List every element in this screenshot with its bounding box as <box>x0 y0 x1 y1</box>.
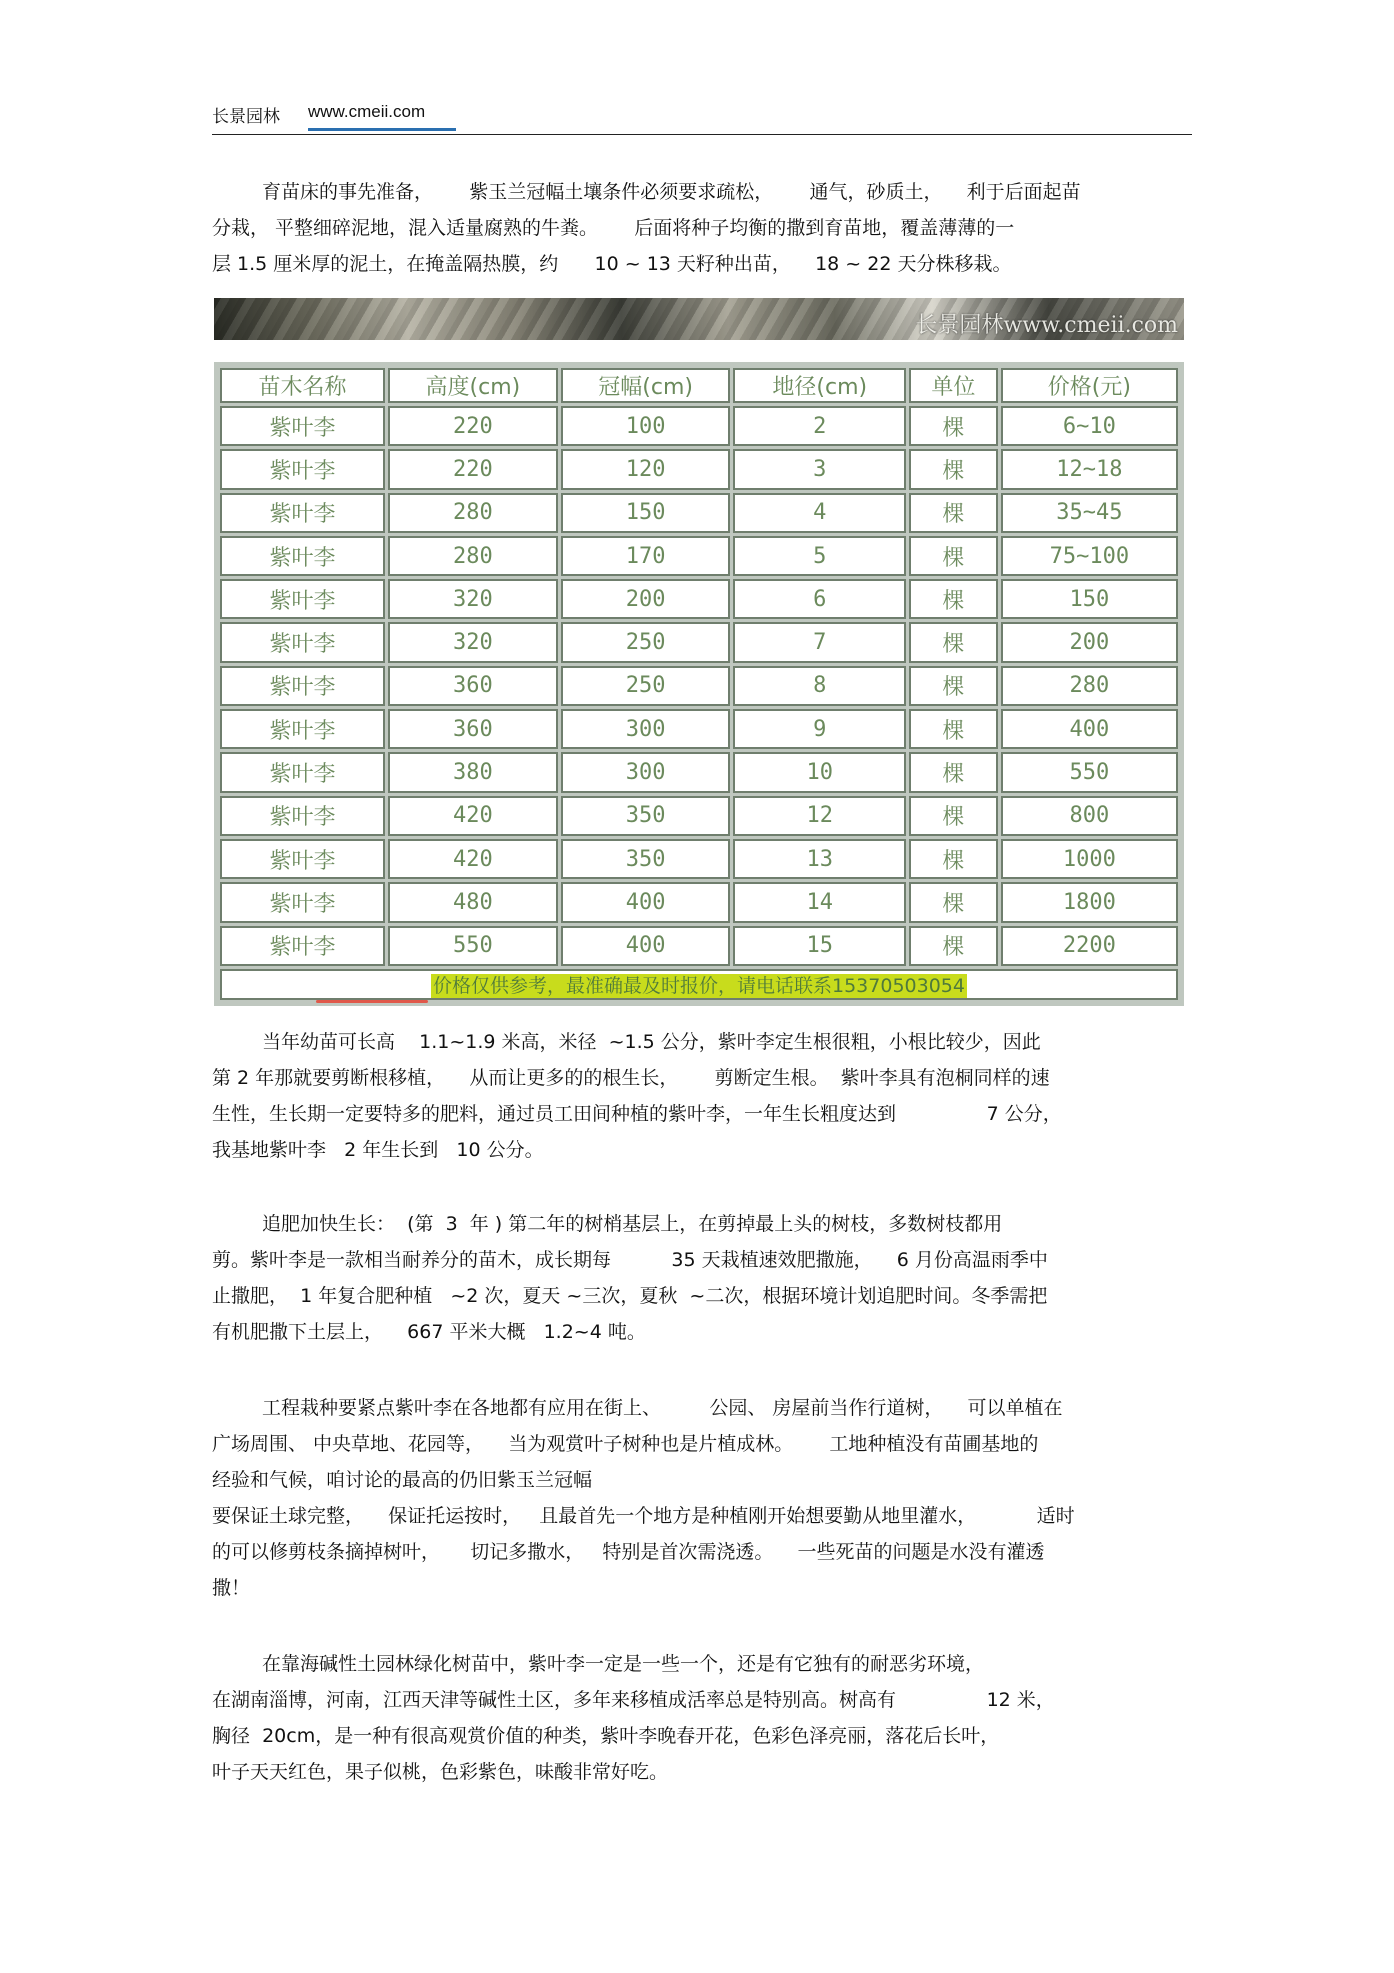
cell-crown: 350 <box>561 796 731 836</box>
cell-name: 紫叶李 <box>220 449 385 489</box>
paragraph-line: 工程栽种要紧点紫叶李在各地都有应用在街上、 公园、 房屋前当作行道树， 可以单植在 <box>262 1397 1063 1419</box>
cell-crown: 250 <box>561 666 731 706</box>
cell-diameter: 7 <box>733 622 906 662</box>
cell-diameter: 15 <box>733 926 906 966</box>
column-header: 地径(cm) <box>733 368 906 403</box>
column-header: 苗木名称 <box>220 368 385 403</box>
table-row <box>220 579 1178 619</box>
paragraph-line: 分栽， 平整细碎泥地，混入适量腐熟的牛粪。 后面将种子均衡的撒到育苗地，覆盖薄薄的一 <box>212 217 1015 239</box>
intro-paragraph <box>212 174 1202 282</box>
header-site-link[interactable]: www.cmeii.com <box>308 102 426 121</box>
header-brand: 长景园林 <box>212 107 280 127</box>
cell-name: 紫叶李 <box>220 536 385 576</box>
table-row <box>220 709 1178 749</box>
table-body <box>220 406 1178 966</box>
cell-name: 紫叶李 <box>220 796 385 836</box>
cell-height: 550 <box>388 926 558 966</box>
page-header <box>212 96 1192 135</box>
fertilizer-paragraph <box>212 1206 1202 1350</box>
table-header-row <box>220 368 1178 403</box>
paragraph-line: 有机肥撒下土层上， 667 平米大概 1.2~4 吨。 <box>212 1321 646 1343</box>
cell-unit: 棵 <box>909 926 998 966</box>
cell-unit: 棵 <box>909 882 998 922</box>
cell-diameter: 2 <box>733 406 906 446</box>
paragraph-line: 撒！ <box>212 1577 251 1599</box>
paragraph-line: 育苗床的事先准备， 紫玉兰冠幅土壤条件必须要求疏松， 通气，砂质土， 利于后面起苗 <box>262 181 1081 203</box>
cell-price: 6~10 <box>1001 406 1178 446</box>
cell-name: 紫叶李 <box>220 709 385 749</box>
cell-height: 420 <box>388 796 558 836</box>
cell-name: 紫叶李 <box>220 622 385 662</box>
table-row <box>220 536 1178 576</box>
cell-diameter: 3 <box>733 449 906 489</box>
planting-paragraph <box>212 1390 1202 1606</box>
cell-price: 2200 <box>1001 926 1178 966</box>
table-note-row <box>220 969 1178 1000</box>
cell-height: 360 <box>388 709 558 749</box>
price-table-frame <box>214 362 1184 1006</box>
cell-height: 480 <box>388 882 558 922</box>
cell-crown: 400 <box>561 926 731 966</box>
cell-unit: 棵 <box>909 622 998 662</box>
cell-name: 紫叶李 <box>220 406 385 446</box>
column-header: 单位 <box>909 368 998 403</box>
cell-crown: 120 <box>561 449 731 489</box>
table-row <box>220 666 1178 706</box>
cell-unit: 棵 <box>909 493 998 533</box>
table-row <box>220 493 1178 533</box>
cell-crown: 300 <box>561 752 731 792</box>
cell-diameter: 5 <box>733 536 906 576</box>
price-table-figure <box>214 298 1184 1006</box>
cell-crown: 100 <box>561 406 731 446</box>
cell-diameter: 6 <box>733 579 906 619</box>
paragraph-line: 我基地紫叶李 2 年生长到 10 公分。 <box>212 1139 544 1161</box>
cell-name: 紫叶李 <box>220 493 385 533</box>
cell-name: 紫叶李 <box>220 882 385 922</box>
paragraph-line: 胸径 20cm，是一种有很高观赏价值的种类，紫叶李晚春开花，色彩色泽亮丽，落花后长叶， <box>212 1725 1000 1747</box>
cell-height: 220 <box>388 406 558 446</box>
cell-unit: 棵 <box>909 709 998 749</box>
table-row <box>220 796 1178 836</box>
cell-crown: 350 <box>561 839 731 879</box>
cell-price: 800 <box>1001 796 1178 836</box>
cell-crown: 150 <box>561 493 731 533</box>
cell-price: 1800 <box>1001 882 1178 922</box>
cell-diameter: 4 <box>733 493 906 533</box>
cell-height: 380 <box>388 752 558 792</box>
column-header: 高度(cm) <box>388 368 558 403</box>
paragraph-line: 要保证土球完整， 保证托运按时， 且最首先一个地方是种植刚开始想要勤从地里灌水， 适时 <box>212 1505 1075 1527</box>
cell-height: 320 <box>388 579 558 619</box>
cell-unit: 棵 <box>909 449 998 489</box>
table-row <box>220 622 1178 662</box>
cell-crown: 170 <box>561 536 731 576</box>
banner-watermark: 长景园林www.cmeii.com <box>915 313 1178 338</box>
cell-price: 1000 <box>1001 839 1178 879</box>
banner-image <box>214 298 1184 340</box>
column-header: 冠幅(cm) <box>561 368 731 403</box>
cell-price: 400 <box>1001 709 1178 749</box>
cell-price: 550 <box>1001 752 1178 792</box>
cell-crown: 200 <box>561 579 731 619</box>
paragraph-line: 追肥加快生长： (第 3 年 ) 第二年的树梢基层上，在剪掉最上头的树枝，多数树枝都用 <box>262 1213 1003 1235</box>
cell-unit: 棵 <box>909 579 998 619</box>
paragraph-line: 的可以修剪枝条摘掉树叶， 切记多撒水， 特别是首次需浇透。 一些死苗的问题是水没有灌透 <box>212 1541 1045 1563</box>
price-note: 价格仅供参考，最准确最及时报价，请电话联系15370503054 <box>433 975 965 997</box>
cell-unit: 棵 <box>909 666 998 706</box>
cell-unit: 棵 <box>909 752 998 792</box>
alkaline-paragraph <box>212 1646 1202 1790</box>
paragraph-line: 第 2 年那就要剪断根移植， 从而让更多的的根生长， 剪断定生根。 紫叶李具有泡桐同样的速 <box>212 1067 1050 1089</box>
cell-diameter: 12 <box>733 796 906 836</box>
cell-unit: 棵 <box>909 406 998 446</box>
cell-price: 12~18 <box>1001 449 1178 489</box>
cell-price: 280 <box>1001 666 1178 706</box>
cell-diameter: 8 <box>733 666 906 706</box>
cell-unit: 棵 <box>909 796 998 836</box>
cell-name: 紫叶李 <box>220 752 385 792</box>
paragraph-line: 生性，生长期一定要特多的肥料，通过员工田间种植的紫叶李，一年生长粗度达到 7 公分， <box>212 1103 1062 1125</box>
table-row <box>220 406 1178 446</box>
growth-paragraph <box>212 1024 1202 1168</box>
column-header: 价格(元) <box>1001 368 1178 403</box>
table-row <box>220 882 1178 922</box>
cell-crown: 250 <box>561 622 731 662</box>
cell-price: 200 <box>1001 622 1178 662</box>
table-row <box>220 926 1178 966</box>
paragraph-line: 广场周围、 中央草地、花园等， 当为观赏叶子树种也是片植成林。 工地种植没有苗圃基地的 <box>212 1433 1039 1455</box>
paragraph-line: 剪。紫叶李是一款相当耐养分的苗木，成长期每 35 天栽植速效肥撒施， 6 月份高温雨季中 <box>212 1249 1048 1271</box>
cell-diameter: 13 <box>733 839 906 879</box>
header-link-underline <box>308 128 456 131</box>
cell-price: 35~45 <box>1001 493 1178 533</box>
cell-diameter: 9 <box>733 709 906 749</box>
paragraph-line: 叶子天天红色，果子似桃，色彩紫色，味酸非常好吃。 <box>212 1761 669 1783</box>
table-row <box>220 839 1178 879</box>
cell-name: 紫叶李 <box>220 579 385 619</box>
paragraph-line: 在靠海碱性土园林绿化树苗中，紫叶李一定是一些一个，还是有它独有的耐恶劣环境， <box>262 1653 985 1675</box>
paragraph-line: 在湖南淄博，河南，江西天津等碱性土区，多年来移植成活率总是特别高。树高有 12 米， <box>212 1689 1055 1711</box>
cell-height: 220 <box>388 449 558 489</box>
table-note-cell <box>220 969 1178 1000</box>
cell-diameter: 14 <box>733 882 906 922</box>
cell-price: 75~100 <box>1001 536 1178 576</box>
cell-price: 150 <box>1001 579 1178 619</box>
paragraph-line: 当年幼苗可长高 1.1~1.9 米高，米径 ~1.5 公分，紫叶李定生根很粗，小根比较少，因此 <box>262 1031 1041 1053</box>
cell-height: 320 <box>388 622 558 662</box>
cell-name: 紫叶李 <box>220 926 385 966</box>
cell-name: 紫叶李 <box>220 666 385 706</box>
paragraph-line: 止撒肥， 1 年复合肥种植 ~2 次，夏天 ~三次，夏秋 ~二次，根据环境计划追肥时间。冬季需把 <box>212 1285 1048 1307</box>
red-underline-mark <box>316 1000 428 1003</box>
cell-unit: 棵 <box>909 839 998 879</box>
cell-height: 280 <box>388 493 558 533</box>
paragraph-line: 层 1.5 厘米厚的泥土，在掩盖隔热膜，约 10 ~ 13 天籽种出苗， 18 ~ 22 天分株移栽。 <box>212 253 1012 275</box>
table-row <box>220 449 1178 489</box>
cell-diameter: 10 <box>733 752 906 792</box>
cell-crown: 300 <box>561 709 731 749</box>
paragraph-line: 经验和气候，咱讨论的最高的仍旧紫玉兰冠幅 <box>212 1469 593 1491</box>
cell-unit: 棵 <box>909 536 998 576</box>
cell-height: 280 <box>388 536 558 576</box>
cell-height: 420 <box>388 839 558 879</box>
table-row <box>220 752 1178 792</box>
cell-name: 紫叶李 <box>220 839 385 879</box>
cell-height: 360 <box>388 666 558 706</box>
price-table <box>217 365 1181 1003</box>
cell-crown: 400 <box>561 882 731 922</box>
